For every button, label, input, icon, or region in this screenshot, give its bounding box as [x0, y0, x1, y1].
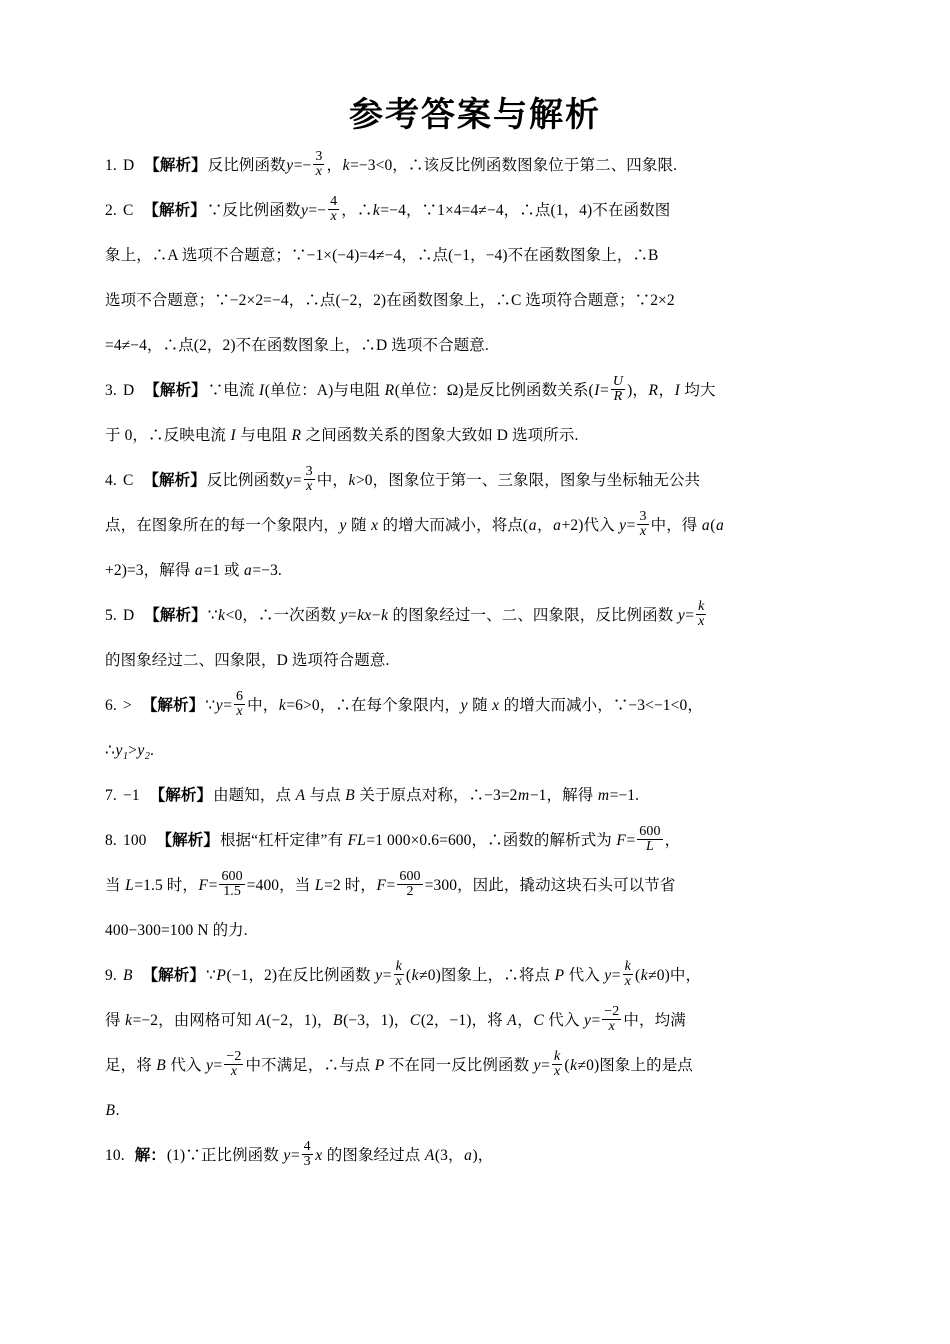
text-run: = — [223, 696, 233, 714]
math-variable: a — [464, 1146, 472, 1164]
text-run: (−2，1)， — [266, 1011, 333, 1029]
text-run: 得 — [105, 1011, 125, 1029]
text-run: 中， — [316, 471, 348, 489]
math-variable: R — [384, 381, 395, 399]
text-run: 中，均满 — [623, 1011, 686, 1029]
answer-entry — [105, 953, 845, 1133]
text-run: 中，得 — [650, 516, 702, 534]
text-run: ( — [634, 966, 641, 984]
answer-value: D — [119, 381, 135, 399]
text-run: 足，将 — [105, 1056, 156, 1074]
math-fraction — [304, 465, 315, 495]
answer-first-line — [105, 143, 845, 188]
fraction-denominator: x — [639, 523, 647, 539]
text-run: (单位：A)与电阻 — [264, 381, 385, 399]
text-run: <0，∴一次函数 — [225, 606, 340, 624]
answer-value: −1 — [119, 786, 140, 804]
text-run: =400，当 — [246, 876, 315, 894]
fraction-numerator: 3 — [639, 508, 647, 524]
math-variable: a — [244, 561, 252, 579]
math-variable: L — [314, 876, 324, 894]
math-variable: P — [554, 966, 565, 984]
text-run: 的图象经过点 — [322, 1146, 425, 1164]
math-variable: x — [315, 1146, 323, 1164]
text-run: ， — [664, 831, 681, 849]
math-variable: F — [376, 876, 387, 894]
math-fraction — [302, 1140, 313, 1170]
answer-entry — [105, 143, 845, 188]
text-run: =−1. — [609, 786, 640, 804]
question-number: 6. — [105, 696, 117, 714]
text-run: = — [541, 1056, 550, 1074]
question-number: 5. — [105, 606, 117, 624]
math-fraction — [328, 195, 339, 225]
math-variable: I — [258, 381, 265, 399]
math-variable: y — [215, 696, 223, 714]
fraction-numerator: k — [698, 598, 705, 614]
math-variable: A — [507, 1011, 517, 1029]
fraction-numerator: k — [554, 1048, 561, 1064]
math-variable: L — [125, 876, 134, 894]
text-run: = — [626, 516, 636, 534]
text-run: (2，−1)，将 — [420, 1011, 507, 1029]
text-run: 反比例函数 — [206, 471, 285, 489]
analysis-label: 【解析】 — [144, 156, 207, 174]
fraction-denominator: x — [230, 1063, 238, 1079]
answer-continuation-line — [105, 998, 845, 1043]
answer-entry — [105, 683, 845, 773]
math-variable: B — [156, 1056, 166, 1074]
answer-entry — [105, 593, 845, 683]
fraction-numerator: 4 — [303, 1138, 311, 1154]
answer-continuation-line — [105, 413, 845, 458]
text-run: = — [292, 471, 302, 489]
text-run: > — [128, 741, 137, 759]
answer-continuation-line — [105, 503, 845, 548]
answer-first-line — [105, 818, 845, 863]
fraction-numerator: 600 — [221, 868, 243, 884]
answer-continuation-line — [105, 1043, 845, 1088]
text-run: 与电阻 — [236, 426, 292, 444]
math-variable: I — [230, 426, 236, 444]
text-run: ，∴ — [341, 201, 373, 219]
fraction-numerator: 600 — [399, 868, 421, 884]
fraction-denominator: x — [624, 973, 631, 989]
math-variable: y — [533, 1056, 541, 1074]
text-run: (−3，1)， — [343, 1011, 410, 1029]
math-fraction — [602, 1005, 621, 1035]
text-run: ， — [326, 156, 343, 174]
question-number: 8. — [105, 831, 117, 849]
answer-value: B — [119, 966, 133, 984]
math-variable: y — [300, 201, 308, 219]
math-variable: k — [125, 1011, 133, 1029]
math-variable: y — [285, 471, 293, 489]
answer-continuation-line — [105, 863, 845, 908]
text-run: 代入 — [564, 966, 604, 984]
analysis-label: 【解析】 — [149, 786, 213, 804]
math-variable: B — [345, 786, 355, 804]
text-run: ， — [517, 1011, 533, 1029]
fraction-denominator: x — [315, 163, 323, 179]
math-fraction — [637, 825, 662, 855]
text-run: ∵ — [205, 966, 216, 984]
question-number: 3. — [105, 381, 117, 399]
math-fraction — [313, 150, 324, 180]
answer-continuation-line — [105, 1088, 845, 1133]
math-variable: k — [640, 966, 648, 984]
fraction-denominator: L — [646, 838, 654, 854]
math-variable: a — [194, 561, 203, 579]
fraction-numerator: 4 — [330, 193, 338, 209]
text-run: = — [347, 606, 357, 624]
answer-value: D — [119, 606, 135, 624]
text-run: 根据“杠杆定律”有 — [219, 831, 348, 849]
answer-first-line — [105, 593, 845, 638]
answer-value: D — [119, 156, 135, 174]
math-variable: I — [674, 381, 680, 399]
math-fraction — [394, 960, 404, 990]
answer-first-line — [105, 188, 845, 233]
fraction-denominator: x — [554, 1063, 561, 1079]
math-variable: k — [381, 606, 389, 624]
fraction-denominator: x — [395, 973, 402, 989]
text-run: (1)∵正比例函数 — [166, 1146, 283, 1164]
text-run: 当 — [105, 876, 125, 894]
math-fraction — [234, 690, 245, 720]
text-run: 点，在图象所在的每一个象限内， — [105, 516, 340, 534]
text-run: ∵电流 — [207, 381, 259, 399]
text-run: 代入 — [544, 1011, 584, 1029]
text-run: 与点 — [305, 786, 345, 804]
answer-continuation-line — [105, 728, 845, 773]
answer-first-line — [105, 458, 845, 503]
math-variable: y — [206, 1056, 213, 1074]
math-variable: y — [286, 156, 294, 174]
text-run: ( — [405, 966, 412, 984]
answer-entry — [105, 773, 845, 818]
fraction-denominator: x — [236, 703, 243, 719]
math-fraction — [397, 870, 422, 900]
math-variable: y — [604, 966, 612, 984]
math-variable: R — [291, 426, 302, 444]
answer-continuation-line — [105, 638, 845, 683]
math-variable: k — [348, 471, 356, 489]
text-run: =300，因此，撬动这块石头可以节省 — [424, 876, 676, 894]
text-run: =−4，∵1×4=4≠−4，∴点(1，4)不在函数图 — [380, 201, 671, 219]
math-variable: P — [216, 966, 226, 984]
math-variable: A — [295, 786, 306, 804]
analysis-label: 【解析】 — [144, 381, 207, 399]
text-run: 选项不合题意；∵−2×2=−4，∴点(−2，2)在函数图象上，∴C 选项符合题意；∵2×2 — [105, 291, 675, 309]
question-number: 2. — [105, 201, 117, 219]
answer-first-line — [105, 368, 845, 413]
text-run: ≠0)中， — [648, 966, 702, 984]
math-variable: y — [619, 516, 627, 534]
page-title: 参考答案与解析 — [349, 97, 601, 134]
fraction-numerator: 3 — [305, 463, 313, 479]
math-variable: x — [492, 696, 500, 714]
fraction-numerator: U — [612, 373, 624, 389]
text-run: 的图象经过一、二、四象限，反比例函数 — [388, 606, 678, 624]
text-run: ∵反比例函数 — [206, 201, 301, 219]
math-fraction — [637, 510, 648, 540]
text-run: =1 或 — [203, 561, 244, 579]
math-variable: F — [616, 831, 626, 849]
question-number: 10. — [105, 1146, 125, 1164]
math-variable: C — [409, 1011, 421, 1029]
text-run: = — [611, 966, 621, 984]
answer-first-line — [105, 1133, 845, 1178]
fraction-numerator: k — [395, 958, 402, 974]
text-run: 代入 — [166, 1056, 206, 1074]
math-variable: B — [333, 1011, 343, 1029]
answer-first-line — [105, 953, 845, 998]
answer-value: C — [119, 201, 134, 219]
text-run: ≠0)图象上的是点 — [577, 1056, 693, 1074]
fraction-numerator: −2 — [604, 1003, 620, 1019]
math-variable: k — [411, 966, 419, 984]
math-variable: y — [339, 516, 347, 534]
answer-entry — [105, 818, 845, 953]
text-run: 均大 — [680, 381, 716, 399]
math-variable: a — [716, 516, 724, 534]
text-run: ( — [564, 1056, 570, 1074]
math-variable: y — [340, 606, 348, 624]
math-variable: k — [278, 696, 286, 714]
answer-entry — [105, 458, 845, 593]
fraction-denominator: R — [613, 388, 623, 404]
text-run: >0，图象位于第一、三象限，图象与坐标轴无公共 — [355, 471, 701, 489]
math-variable: y — [460, 696, 468, 714]
math-variable: y — [115, 741, 123, 759]
analysis-label: 【解析】 — [156, 831, 219, 849]
math-fraction — [219, 870, 244, 900]
text-run: 的增大而减小，∵−3<−1<0， — [499, 696, 703, 714]
answer-continuation-line — [105, 908, 845, 953]
text-run: =1 000×0.6=600，∴函数的解析式为 — [366, 831, 616, 849]
math-variable: FL — [347, 831, 366, 849]
fraction-denominator: x — [698, 613, 705, 629]
math-variable: y — [583, 1011, 591, 1029]
fraction-denominator: 1.5 — [223, 883, 241, 899]
analysis-label: 【解析】 — [143, 201, 206, 219]
text-run: . — [115, 1101, 120, 1119]
text-run: 中不满足，∴与点 — [245, 1056, 375, 1074]
text-run: ≠0)图象上，∴将点 — [419, 966, 555, 984]
text-run: =1.5 时， — [134, 876, 199, 894]
text-run: =−3<0，∴该反比例函数图象位于第二、四象限. — [350, 156, 678, 174]
math-variable: B — [105, 1101, 116, 1119]
text-run: (−1，2)在反比例函数 — [226, 966, 375, 984]
math-variable: k — [218, 606, 226, 624]
answer-entry — [105, 1133, 845, 1178]
text-run: 关于原点对称，∴−3=2 — [355, 786, 518, 804]
fraction-denominator: x — [306, 478, 313, 494]
text-run: ( — [710, 516, 716, 534]
text-run: = — [213, 1056, 223, 1074]
math-variable: y — [283, 1146, 291, 1164]
analysis-label: 【解析】 — [142, 966, 205, 984]
math-subscript: 2 — [144, 750, 150, 762]
text-run: 象上，∴A 选项不合题意；∵−1×(−4)=4≠−4，∴点(−1，−4)不在函数图象上，∴B — [105, 246, 659, 264]
question-number: 7. — [105, 786, 117, 804]
fraction-numerator: 3 — [315, 148, 323, 164]
math-variable: kx — [357, 606, 372, 624]
analysis-label: 【解析】 — [143, 471, 206, 489]
math-fraction — [224, 1050, 243, 1080]
math-fraction — [696, 600, 706, 630]
text-run: =− — [293, 156, 312, 174]
text-run: 由题知，点 — [213, 786, 296, 804]
math-variable: A — [424, 1146, 435, 1164]
fraction-numerator: 600 — [639, 823, 661, 839]
text-run: )， — [627, 381, 648, 399]
answer-continuation-line — [105, 548, 845, 593]
fraction-numerator: 6 — [236, 688, 244, 704]
fraction-denominator: 3 — [303, 1153, 311, 1169]
math-variable: I — [594, 381, 600, 399]
math-variable: k — [342, 156, 350, 174]
text-run: = — [591, 1011, 601, 1029]
question-number: 1. — [105, 156, 117, 174]
fraction-denominator: x — [608, 1018, 615, 1034]
math-variable: a — [553, 516, 562, 534]
math-variable: m — [597, 786, 610, 804]
math-fraction — [611, 375, 625, 405]
math-variable: a — [701, 516, 710, 534]
text-run: =4≠−4，∴点(2，2)不在函数图象上，∴D 选项不合题意. — [105, 336, 489, 354]
question-number: 9. — [105, 966, 117, 984]
math-fraction — [552, 1050, 562, 1080]
text-run: (单位：Ω)是反比例函数关系( — [394, 381, 594, 399]
text-run: = — [386, 876, 396, 894]
answer-entry — [105, 188, 845, 368]
math-variable: m — [518, 786, 530, 804]
math-variable: x — [371, 516, 379, 534]
math-variable: C — [533, 1011, 544, 1029]
math-variable: y — [375, 966, 383, 984]
text-run: 之间函数关系的图象大致如 D 选项所示. — [301, 426, 579, 444]
text-run: =− — [308, 201, 327, 219]
answer-continuation-line — [105, 233, 845, 278]
text-run: ， — [658, 381, 675, 399]
text-run: ∵ — [205, 696, 216, 714]
answer-first-line — [105, 683, 845, 728]
answer-first-line — [105, 773, 845, 818]
answer-continuation-line — [105, 278, 845, 323]
analysis-label: 解： — [134, 1146, 166, 1164]
fraction-denominator: 2 — [406, 883, 414, 899]
text-run: =−2，由网格可知 — [132, 1011, 256, 1029]
text-run: (3， — [434, 1146, 464, 1164]
math-variable: y — [677, 606, 685, 624]
fraction-numerator: −2 — [226, 1048, 242, 1064]
text-run: =−3. — [252, 561, 282, 579]
text-run: ∴ — [105, 741, 115, 759]
answers-list — [105, 143, 845, 1178]
text-run: 中， — [247, 696, 279, 714]
math-variable: k — [570, 1056, 578, 1074]
text-run: = — [685, 606, 695, 624]
text-run: ∵ — [207, 606, 218, 624]
text-run: )， — [472, 1146, 494, 1164]
math-variable: F — [198, 876, 209, 894]
text-run: +2)代入 — [561, 516, 619, 534]
analysis-label: 【解析】 — [141, 696, 205, 714]
text-run: =6>0，∴在每个象限内， — [286, 696, 461, 714]
text-run: 反比例函数 — [207, 156, 286, 174]
text-run: = — [382, 966, 392, 984]
text-run: ， — [537, 516, 553, 534]
text-run: =2 时， — [324, 876, 376, 894]
math-variable: k — [372, 201, 380, 219]
text-run: 随 — [468, 696, 492, 714]
text-run: +2)=3，解得 — [105, 561, 195, 579]
text-run: = — [600, 381, 609, 399]
text-run: −1，解得 — [529, 786, 598, 804]
answer-entry — [105, 368, 845, 458]
answer-value: > — [119, 696, 132, 714]
text-run: 的图象经过二、四象限，D 选项符合题意. — [105, 651, 390, 669]
math-fraction — [623, 960, 633, 990]
text-run: = — [290, 1146, 300, 1164]
fraction-numerator: k — [624, 958, 631, 974]
text-run: 随 — [347, 516, 371, 534]
text-run: . — [150, 741, 154, 759]
math-variable: R — [648, 381, 659, 399]
text-run: 的增大而减小，将点( — [378, 516, 529, 534]
text-run: = — [208, 876, 218, 894]
math-subscript: 1 — [122, 750, 129, 762]
math-variable: P — [374, 1056, 385, 1074]
text-run: = — [626, 831, 636, 849]
analysis-label: 【解析】 — [144, 606, 207, 624]
math-variable: y — [137, 741, 145, 759]
answer-value: C — [119, 471, 134, 489]
answer-continuation-line — [105, 323, 845, 368]
math-variable: A — [256, 1011, 266, 1029]
text-run: 于 0，∴反映电流 — [105, 426, 231, 444]
answer-value: 100 — [119, 831, 147, 849]
text-run: 400−300=100 N 的力. — [105, 921, 248, 939]
text-run: − — [371, 606, 381, 624]
math-variable: a — [528, 516, 537, 534]
fraction-denominator: x — [330, 208, 337, 224]
question-number: 4. — [105, 471, 117, 489]
text-run: 不在同一反比例函数 — [384, 1056, 534, 1074]
